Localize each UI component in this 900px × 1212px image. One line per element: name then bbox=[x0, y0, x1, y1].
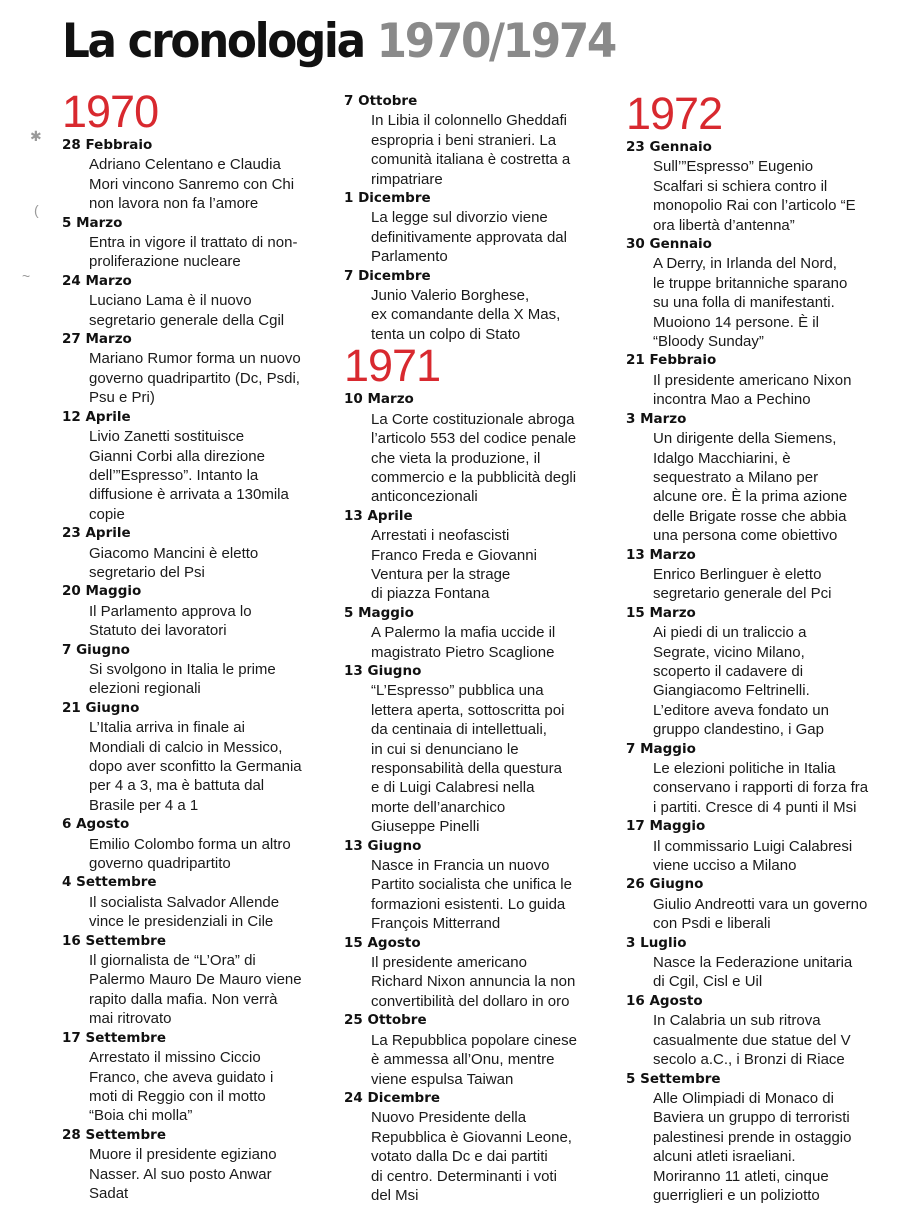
entry-line: Il presidente americano bbox=[371, 954, 527, 972]
entry-line: tenta un colpo di Stato bbox=[371, 325, 521, 343]
entry-line: Idalgo Macchiarini, è bbox=[653, 449, 791, 467]
entry-text bbox=[62, 291, 332, 330]
entry-line: Richard Nixon annuncia la non bbox=[371, 973, 576, 991]
entry-line: che vieta la produzione, il bbox=[371, 449, 541, 467]
entry-line: Livio Zanetti sostituisce bbox=[89, 428, 245, 446]
year-section bbox=[626, 88, 894, 1205]
entry-line: elezioni regionali bbox=[89, 680, 201, 698]
year-heading: 1972 bbox=[626, 88, 723, 139]
timeline-entry bbox=[62, 932, 332, 1029]
entry-text bbox=[344, 526, 614, 604]
timeline-entry bbox=[344, 662, 614, 837]
entry-line: Sull’”Espresso” Eugenio bbox=[653, 158, 814, 176]
entry-text bbox=[626, 254, 894, 351]
entry-line: Baviera un gruppo di terroristi bbox=[653, 1109, 850, 1127]
entry-line: rimpatriare bbox=[371, 170, 443, 188]
timeline-entry bbox=[344, 189, 614, 267]
entry-line: Segrate, vicino Milano, bbox=[653, 643, 805, 661]
entry-line: Il presidente americano Nixon bbox=[653, 371, 852, 389]
entry-line: Psu e Pri) bbox=[89, 389, 155, 407]
entry-date: 4 Settembre bbox=[62, 874, 157, 891]
entry-line: di Cgil, Cisl e Uil bbox=[653, 973, 763, 991]
entry-line: segretario generale del Pci bbox=[653, 585, 832, 603]
entry-text bbox=[62, 602, 332, 641]
timeline-entry bbox=[62, 524, 332, 582]
entry-date: 28 Settembre bbox=[62, 1126, 166, 1143]
entry-text bbox=[62, 835, 332, 874]
entry-line: Il giornalista de “L’Ora” di bbox=[89, 952, 256, 970]
entry-line: Il Parlamento approva lo bbox=[89, 602, 252, 620]
entry-date: 17 Maggio bbox=[626, 818, 706, 835]
entry-text bbox=[626, 1011, 894, 1069]
column-1 bbox=[62, 86, 332, 1203]
entry-text bbox=[62, 718, 332, 815]
entry-line: Adriano Celentano e Claudia bbox=[89, 156, 281, 174]
entry-line: del Msi bbox=[371, 1186, 419, 1204]
entry-text bbox=[626, 1089, 894, 1205]
entry-text bbox=[626, 429, 894, 545]
entry-date: 13 Aprile bbox=[344, 507, 413, 524]
timeline-entry bbox=[344, 1011, 614, 1089]
entry-line: casualmente due statue del V bbox=[653, 1031, 851, 1049]
entry-line: con Psdi e liberali bbox=[653, 915, 771, 933]
entry-line: sequestrato a Milano per bbox=[653, 468, 819, 486]
entry-line: Franco, che aveva guidato i bbox=[89, 1068, 274, 1086]
entry-line: morte dell’anarchico bbox=[371, 798, 506, 816]
entry-date: 27 Marzo bbox=[62, 331, 132, 348]
timeline-entry bbox=[626, 1070, 894, 1206]
entry-line: Entra in vigore il trattato di non- bbox=[89, 234, 298, 252]
entry-date: 13 Marzo bbox=[626, 546, 696, 563]
entry-line: A Derry, in Irlanda del Nord, bbox=[653, 255, 837, 273]
timeline-entry bbox=[626, 351, 894, 409]
scan-speck: ✱ bbox=[30, 128, 42, 144]
entry-text bbox=[62, 544, 332, 583]
entry-line: conservano i rapporti di forza fra bbox=[653, 779, 869, 797]
entry-text bbox=[62, 1048, 332, 1126]
column-2 bbox=[344, 92, 614, 1205]
entry-line: Brasile per 4 a 1 bbox=[89, 796, 199, 814]
entry-line: Muore il presidente egiziano bbox=[89, 1146, 277, 1164]
entry-line: ex comandante della X Mas, bbox=[371, 306, 561, 324]
timeline-entry bbox=[344, 267, 614, 345]
entry-line: Giulio Andreotti vara un governo bbox=[653, 895, 868, 913]
entry-line: formazioni esistenti. Lo guida bbox=[371, 895, 566, 913]
entry-line: Nuovo Presidente della bbox=[371, 1109, 527, 1127]
entry-text bbox=[626, 895, 894, 934]
entry-text bbox=[626, 623, 894, 739]
entry-line: “Boia chi molla” bbox=[89, 1107, 193, 1125]
entry-line: Enrico Berlinguer è eletto bbox=[653, 565, 822, 583]
entry-line: Si svolgono in Italia le prime bbox=[89, 660, 276, 678]
entry-line: L’Italia arriva in finale ai bbox=[89, 719, 245, 737]
year-section bbox=[344, 92, 614, 344]
entry-text bbox=[626, 759, 894, 817]
entry-line: Parlamento bbox=[371, 248, 448, 266]
page-title bbox=[62, 14, 615, 70]
entry-date: 10 Marzo bbox=[344, 391, 414, 408]
title-main: La cronologia bbox=[62, 14, 364, 69]
entry-line: La Corte costituzionale abroga bbox=[371, 410, 575, 428]
entry-line: François Mitterrand bbox=[371, 915, 501, 933]
entry-line: Emilio Colombo forma un altro bbox=[89, 835, 291, 853]
entry-line: Giacomo Mancini è eletto bbox=[89, 544, 259, 562]
entry-text bbox=[626, 565, 894, 604]
entry-line: Muoiono 14 persone. È il bbox=[653, 313, 819, 331]
entry-text bbox=[62, 1145, 332, 1203]
entry-date: 23 Aprile bbox=[62, 525, 131, 542]
entry-line: non lavora non fa l’amore bbox=[89, 195, 259, 213]
entry-line: commercio e la pubblicità degli bbox=[371, 468, 577, 486]
timeline-entry bbox=[62, 136, 332, 214]
entry-line: “Bloody Sunday” bbox=[653, 333, 764, 351]
entry-line: comunità italiana è costretta a bbox=[371, 151, 571, 169]
entry-line: responsabilità della questura bbox=[371, 760, 562, 777]
entry-line: Gianni Corbi alla direzione bbox=[89, 447, 265, 465]
entry-line: lettera aperta, sottoscritta poi bbox=[371, 701, 565, 719]
entry-line: i partiti. Cresce di 4 punti il Msi bbox=[653, 798, 857, 816]
entry-date: 20 Maggio bbox=[62, 583, 142, 600]
entry-line: guerriglieri e un poliziotto bbox=[653, 1186, 820, 1204]
entry-line: Statuto dei lavoratori bbox=[89, 622, 227, 640]
entry-line: “L’Espresso” pubblica una bbox=[371, 682, 544, 700]
entry-text bbox=[62, 893, 332, 932]
entry-date: 24 Dicembre bbox=[344, 1089, 441, 1106]
entry-line: governo quadripartito (Dc, Psdi, bbox=[89, 369, 300, 387]
entry-date: 26 Giugno bbox=[626, 876, 704, 893]
timeline-entry bbox=[62, 214, 332, 272]
timeline-entry bbox=[344, 507, 614, 604]
entry-text bbox=[62, 951, 332, 1029]
entry-line: convertibilità del dollaro in oro bbox=[371, 992, 570, 1010]
entry-line: Mariano Rumor forma un nuovo bbox=[89, 350, 301, 368]
entry-line: Giuseppe Pinelli bbox=[371, 818, 480, 836]
entry-line: Palermo Mauro De Mauro viene bbox=[89, 971, 302, 989]
entry-line: Sadat bbox=[89, 1184, 129, 1202]
entry-date: 28 Febbraio bbox=[62, 137, 153, 153]
timeline-entry bbox=[62, 1029, 332, 1126]
entry-text bbox=[626, 157, 894, 235]
year-heading: 1970 bbox=[62, 86, 159, 137]
entry-line: Arrestati i neofascisti bbox=[371, 527, 510, 545]
entry-date: 15 Agosto bbox=[344, 934, 421, 951]
timeline-entry bbox=[344, 837, 614, 934]
entry-line: Moriranno 11 atleti, cinque bbox=[653, 1167, 829, 1185]
entry-date: 30 Gennaio bbox=[626, 236, 712, 253]
entry-line: Ai piedi di un traliccio a bbox=[653, 624, 807, 642]
entry-line: segretario generale della Cgil bbox=[89, 311, 285, 329]
entry-line: Il socialista Salvador Allende bbox=[89, 893, 280, 911]
year-section bbox=[344, 340, 614, 1205]
entry-line: ora libertà d’antenna” bbox=[653, 216, 795, 234]
scan-speck: ( bbox=[34, 202, 39, 218]
entry-line: Partito socialista che unifica le bbox=[371, 876, 572, 894]
timeline-entry bbox=[62, 699, 332, 815]
entry-line: diffusione è arrivata a 130mila bbox=[89, 486, 289, 504]
entry-text bbox=[344, 1031, 614, 1089]
entry-date: 16 Agosto bbox=[626, 992, 703, 1009]
entry-date: 21 Giugno bbox=[62, 699, 140, 716]
scan-speck: ~ bbox=[22, 268, 31, 284]
entry-line: incontra Mao a Pechino bbox=[653, 391, 811, 409]
entry-date: 3 Luglio bbox=[626, 934, 687, 951]
entry-line: e di Luigi Calabresi nella bbox=[371, 779, 535, 797]
entry-text bbox=[626, 371, 894, 410]
timeline-entry bbox=[62, 330, 332, 408]
entry-line: Ventura per la strage bbox=[371, 565, 511, 583]
timeline-entry bbox=[626, 138, 894, 235]
timeline-entry bbox=[626, 740, 894, 818]
title-years: 1970/1974 bbox=[376, 14, 616, 69]
timeline-entry bbox=[626, 934, 894, 992]
entry-line: alcune ore. È la prima azione bbox=[653, 488, 848, 506]
entry-line: Nasce la Federazione unitaria bbox=[653, 954, 853, 972]
entry-line: In Libia il colonnello Gheddafi bbox=[371, 112, 567, 130]
timeline-entry bbox=[344, 1089, 614, 1205]
entry-date: 25 Ottobre bbox=[344, 1012, 427, 1029]
entry-line: per 4 a 3, ma è battuta dal bbox=[89, 777, 265, 795]
entry-date: 7 Maggio bbox=[626, 740, 696, 757]
entry-date: 16 Settembre bbox=[62, 932, 166, 949]
entry-text bbox=[62, 660, 332, 699]
entry-line: di piazza Fontana bbox=[371, 585, 490, 603]
entry-text bbox=[344, 681, 614, 836]
timeline-entry bbox=[626, 817, 894, 875]
entry-date: 13 Giugno bbox=[344, 837, 422, 854]
entry-line: L’editore aveva fondato un bbox=[653, 701, 829, 719]
entry-line: di centro. Determinanti i voti bbox=[371, 1167, 557, 1185]
entry-line: Mondiali di calcio in Messico, bbox=[89, 738, 283, 756]
entry-line: in cui si denunciano le bbox=[371, 740, 519, 758]
entry-date: 23 Gennaio bbox=[626, 139, 712, 155]
entry-line: una persona come obiettivo bbox=[653, 527, 838, 545]
timeline-entry bbox=[62, 272, 332, 330]
entry-line: definitivamente approvata dal bbox=[371, 228, 567, 246]
timeline-entry bbox=[344, 390, 614, 506]
entry-line: Alle Olimpiadi di Monaco di bbox=[653, 1089, 834, 1107]
entry-text bbox=[344, 111, 614, 189]
entry-text bbox=[626, 953, 894, 992]
entry-text bbox=[344, 286, 614, 344]
entry-line: Mori vincono Sanremo con Chi bbox=[89, 175, 295, 193]
entry-line: monopolio Rai con l’articolo “E bbox=[653, 197, 856, 215]
entry-text bbox=[344, 856, 614, 934]
entry-line: scoperto il cadavere di bbox=[653, 662, 804, 680]
entry-date: 5 Maggio bbox=[344, 604, 414, 621]
entry-line: palestinesi prende in ostaggio bbox=[653, 1128, 852, 1146]
entry-line: A Palermo la mafia uccide il bbox=[371, 624, 556, 642]
entry-line: moti di Reggio con il motto bbox=[89, 1087, 266, 1105]
entry-line: Arrestato il missino Ciccio bbox=[89, 1049, 261, 1067]
entry-date: 12 Aprile bbox=[62, 408, 131, 425]
entry-line: governo quadripartito bbox=[89, 855, 231, 873]
entry-line: anticoncezionali bbox=[371, 488, 478, 506]
entry-line: Franco Freda e Giovanni bbox=[371, 546, 537, 564]
entry-text bbox=[344, 623, 614, 662]
year-section bbox=[62, 86, 332, 1203]
entry-line: copie bbox=[89, 505, 125, 523]
timeline-entry bbox=[626, 546, 894, 604]
entry-date: 7 Giugno bbox=[62, 641, 130, 658]
entry-line: da centinaia di intellettuali, bbox=[371, 721, 547, 739]
timeline-entry bbox=[62, 408, 332, 524]
timeline-entry bbox=[62, 1126, 332, 1204]
year-heading: 1971 bbox=[344, 340, 441, 392]
entry-line: Luciano Lama è il nuovo bbox=[89, 292, 252, 310]
entry-line: Nasce in Francia un nuovo bbox=[371, 857, 550, 875]
entry-line: La legge sul divorzio viene bbox=[371, 209, 548, 227]
entry-text bbox=[62, 349, 332, 407]
entry-date: 1 Dicembre bbox=[344, 190, 431, 207]
entry-line: viene ucciso a Milano bbox=[653, 857, 797, 875]
entry-date: 24 Marzo bbox=[62, 272, 132, 289]
timeline-entry bbox=[626, 604, 894, 740]
timeline-entry bbox=[626, 235, 894, 351]
entry-line: dell’”Espresso”. Intanto la bbox=[89, 466, 259, 484]
column-3 bbox=[626, 88, 894, 1205]
entry-line: Il commissario Luigi Calabresi bbox=[653, 837, 853, 855]
entry-line: votato dalla Dc e dai partiti bbox=[371, 1148, 548, 1166]
entry-line: mai ritrovato bbox=[89, 1010, 172, 1028]
entry-date: 3 Marzo bbox=[626, 410, 687, 427]
timeline-entry bbox=[62, 582, 332, 640]
entry-line: l’articolo 553 del codice penale bbox=[371, 430, 577, 448]
entry-line: secolo a.C., i Bronzi di Riace bbox=[653, 1051, 845, 1069]
entry-line: Scalfari si schiera contro il bbox=[653, 177, 828, 195]
entry-date: 6 Agosto bbox=[62, 816, 130, 833]
entry-line: In Calabria un sub ritrova bbox=[653, 1012, 821, 1030]
entry-text bbox=[626, 837, 894, 876]
entry-date: 7 Dicembre bbox=[344, 267, 431, 284]
entry-line: rapito dalla mafia. Non verrà bbox=[89, 990, 278, 1008]
entry-text bbox=[62, 155, 332, 213]
entry-text bbox=[344, 208, 614, 266]
entry-date: 15 Marzo bbox=[626, 604, 696, 621]
entry-line: viene espulsa Taiwan bbox=[371, 1070, 514, 1088]
timeline-entry bbox=[626, 992, 894, 1070]
entry-text bbox=[344, 410, 614, 507]
entry-date: 13 Giugno bbox=[344, 662, 422, 679]
entry-line: Le elezioni politiche in Italia bbox=[653, 760, 836, 777]
entry-text bbox=[62, 427, 332, 524]
entry-line: espropria i beni stranieri. La bbox=[371, 131, 557, 149]
entry-line: alcuni atleti israeliani. bbox=[653, 1148, 796, 1166]
timeline-entry bbox=[62, 641, 332, 699]
timeline-entry bbox=[626, 410, 894, 546]
entry-line: dopo aver sconfitto la Germania bbox=[89, 758, 302, 775]
entry-line: vince le presidenziali in Cile bbox=[89, 913, 274, 931]
entry-text bbox=[344, 953, 614, 1011]
timeline-entry bbox=[344, 92, 614, 189]
entry-line: Giangiacomo Feltrinelli. bbox=[653, 682, 810, 700]
entry-text bbox=[62, 233, 332, 272]
entry-line: La Repubblica popolare cinese bbox=[371, 1031, 577, 1049]
entry-line: Nasser. Al suo posto Anwar bbox=[89, 1165, 272, 1183]
timeline-entry bbox=[626, 875, 894, 933]
entry-line: proliferazione nucleare bbox=[89, 253, 241, 271]
entry-text bbox=[344, 1108, 614, 1205]
entry-date: 21 Febbraio bbox=[626, 352, 717, 369]
timeline-entry bbox=[344, 934, 614, 1012]
entry-line: delle Brigate rosse che abbia bbox=[653, 507, 847, 525]
entry-line: Junio Valerio Borghese, bbox=[371, 287, 530, 305]
entry-line: segretario del Psi bbox=[89, 563, 205, 581]
entry-line: magistrato Pietro Scaglione bbox=[371, 643, 555, 661]
entry-line: gruppo clandestino, i Gap bbox=[653, 721, 824, 739]
entry-line: è ammessa all’Onu, mentre bbox=[371, 1051, 555, 1069]
entry-line: Un dirigente della Siemens, bbox=[653, 430, 837, 448]
entry-line: su una folla di manifestanti. bbox=[653, 294, 835, 312]
entry-date: 5 Marzo bbox=[62, 214, 123, 231]
timeline-entry bbox=[344, 604, 614, 662]
entry-date: 5 Settembre bbox=[626, 1070, 721, 1087]
entry-date: 17 Settembre bbox=[62, 1029, 166, 1046]
entry-line: Repubblica è Giovanni Leone, bbox=[371, 1128, 572, 1146]
timeline-entry bbox=[62, 873, 332, 931]
timeline-entry bbox=[62, 815, 332, 873]
entry-line: le truppe britanniche sparano bbox=[653, 274, 848, 292]
entry-date: 7 Ottobre bbox=[344, 93, 418, 109]
